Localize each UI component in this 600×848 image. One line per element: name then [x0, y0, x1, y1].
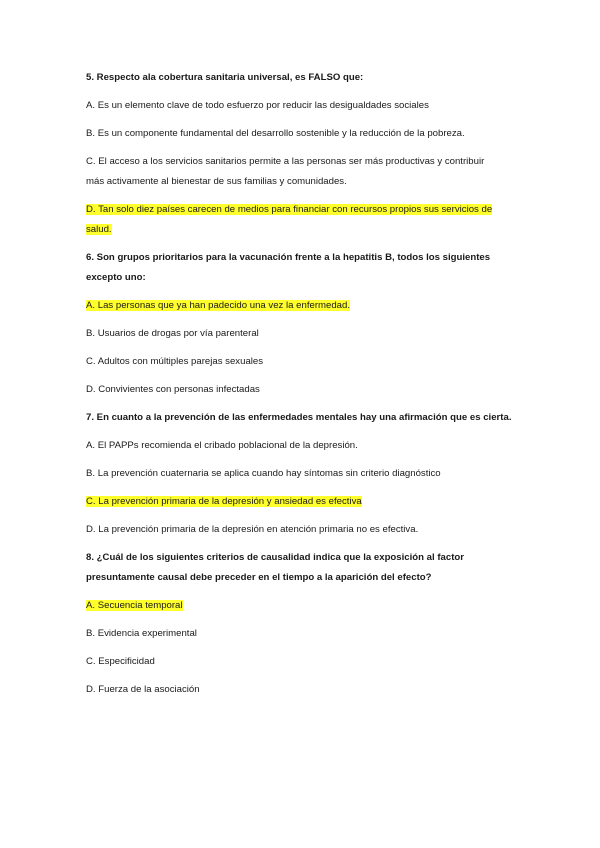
line-text: B. Es un componente fundamental del desarrollo sostenible y la reducción de la pobreza.: [86, 128, 465, 139]
line-text: 6. Son grupos prioritarios para la vacunación frente a la hepatitis B, todos los siguientes: [86, 252, 491, 263]
line-text: 8. ¿Cuál de los siguientes criterios de causalidad indica que la exposición al factor: [86, 552, 465, 563]
line-text: presuntamente causal debe preceder en el tiempo a la aparición del efecto?: [86, 572, 432, 583]
answer-option: [86, 656, 155, 668]
line-text: B. Usuarios de drogas por vía parenteral: [86, 328, 259, 339]
line-text: C. Especificidad: [86, 656, 155, 667]
answer-option: [86, 600, 183, 612]
answer-option: [86, 356, 263, 368]
highlighted-answer-text: A. Las personas que ya han padecido una vez la enfermedad.: [86, 300, 351, 311]
highlighted-answer-text: salud.: [86, 224, 112, 235]
answer-option: [86, 328, 259, 340]
highlighted-answer-text: D. Tan solo diez países carecen de medios para financiar con recursos propios sus servicios de: [86, 204, 493, 215]
highlighted-answer-text: C. La prevención primaria de la depresión y ansiedad es efectiva: [86, 496, 362, 507]
answer-option: [86, 628, 197, 640]
line-text: A. Es un elemento clave de todo esfuerzo por reducir las desigualdades sociales: [86, 100, 429, 111]
line-text: B. La prevención cuaternaria se aplica cuando hay síntomas sin criterio diagnóstico: [86, 468, 441, 479]
answer-option: [86, 684, 200, 696]
answer-option: [86, 496, 362, 508]
line-text: excepto uno:: [86, 272, 146, 283]
answer-option: [86, 176, 347, 188]
answer-option: [86, 300, 350, 312]
answer-option: [86, 524, 418, 536]
line-text: C. El acceso a los servicios sanitarios permite a las personas ser más productivas y contribuir: [86, 156, 485, 167]
line-text: D. La prevención primaria de la depresión en atención primaria no es efectiva.: [86, 524, 419, 535]
line-text: 7. En cuanto a la prevención de las enfermedades mentales hay una afirmación que es cierta.: [86, 412, 512, 423]
question-stem: [86, 572, 432, 584]
line-text: D. Fuerza de la asociación: [86, 684, 200, 695]
answer-option: [86, 156, 484, 168]
line-text: C. Adultos con múltiples parejas sexuales: [86, 356, 264, 367]
question-stem: [86, 252, 490, 264]
answer-option: [86, 440, 358, 452]
answer-option: [86, 384, 260, 396]
question-stem: [86, 412, 511, 424]
line-text: B. Evidencia experimental: [86, 628, 197, 639]
line-text: 5. Respecto ala cobertura sanitaria universal, es FALSO que:: [86, 72, 364, 83]
answer-option: [86, 204, 492, 216]
question-stem: [86, 72, 363, 84]
answer-option: [86, 100, 429, 112]
answer-option: [86, 128, 465, 140]
line-text: A. El PAPPs recomienda el cribado poblacional de la depresión.: [86, 440, 358, 451]
answer-option: [86, 224, 112, 236]
question-stem: [86, 272, 146, 284]
line-text: más activamente al bienestar de sus familias y comunidades.: [86, 176, 347, 187]
line-text: D. Convivientes con personas infectadas: [86, 384, 260, 395]
highlighted-answer-text: A. Secuencia temporal: [86, 600, 183, 611]
question-stem: [86, 552, 464, 564]
answer-option: [86, 468, 441, 480]
